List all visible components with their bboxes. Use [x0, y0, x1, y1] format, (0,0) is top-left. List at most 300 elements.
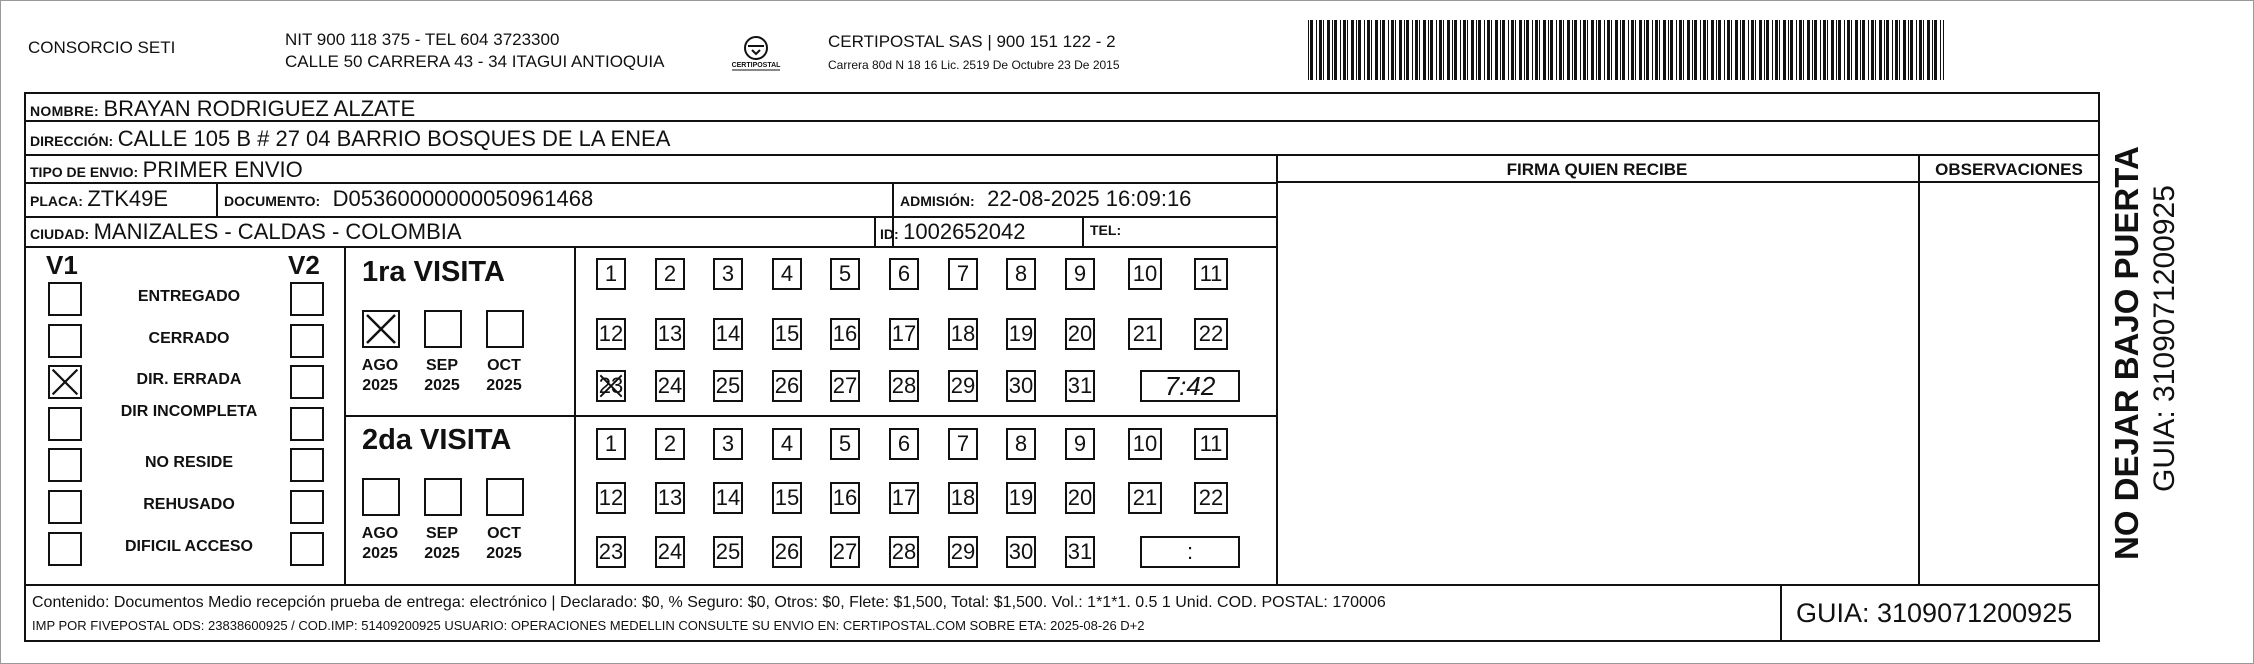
barcode-bar	[1724, 20, 1725, 80]
barcode-bar	[1556, 20, 1557, 80]
second-visit-day[interactable]	[772, 428, 802, 460]
barcode-bar	[1692, 20, 1693, 80]
first-visit-month-checkbox[interactable]	[362, 310, 400, 348]
day-number: 2	[663, 431, 677, 456]
barcode-bar	[1694, 20, 1697, 80]
second-visit-day[interactable]	[1006, 482, 1036, 514]
ciudad-label: CIUDAD:	[30, 226, 90, 242]
x-mark-icon	[598, 372, 624, 400]
month-year: 2025	[362, 545, 398, 562]
second-visit-day[interactable]	[889, 536, 919, 568]
first-visit-day[interactable]	[655, 370, 685, 402]
month-name: OCT	[487, 357, 521, 374]
barcode-bar	[1886, 20, 1889, 80]
day-number: 4	[780, 261, 794, 286]
barcode-bar	[1364, 20, 1365, 80]
barcode-bar	[1711, 20, 1714, 80]
month-year: 2025	[486, 545, 522, 562]
ciudad-value: MANIZALES - CALDAS - COLOMBIA	[93, 219, 462, 244]
barcode-bar	[1351, 20, 1354, 80]
barcode-bar	[1731, 20, 1732, 80]
barcode-bar	[1903, 20, 1906, 80]
first-visit-day[interactable]	[1065, 318, 1095, 350]
barcode-bar	[1404, 20, 1405, 80]
direccion-value: CALLE 105 B # 27 04 BARRIO BOSQUES DE LA ENEA	[117, 126, 671, 151]
month-name: SEP	[425, 525, 458, 542]
barcode-bar	[1940, 20, 1941, 80]
barcode-bar	[1563, 20, 1564, 80]
barcode-bar	[1683, 20, 1684, 80]
second-visit-day[interactable]	[1194, 482, 1228, 514]
first-visit-day[interactable]	[596, 318, 626, 350]
second-visit-month-label	[480, 524, 528, 564]
barcode-bar	[1639, 20, 1642, 80]
first-visit-day[interactable]	[1128, 258, 1162, 290]
status-option-label: DIFICIL ACCESO	[124, 538, 253, 555]
status-option-label: ENTREGADO	[137, 288, 241, 305]
day-number: 24	[657, 373, 683, 398]
second-visit-day[interactable]	[948, 428, 978, 460]
first-visit-day[interactable]	[948, 318, 978, 350]
tipo-value: PRIMER ENVIO	[142, 157, 303, 182]
second-visit-day[interactable]	[1006, 428, 1036, 460]
barcode-bar	[1755, 20, 1756, 80]
barcode-bar	[1919, 20, 1922, 80]
barcode-bar	[1583, 20, 1586, 80]
barcode-bar	[1371, 20, 1372, 80]
barcode-bar	[1923, 20, 1924, 80]
day-number: 13	[657, 321, 683, 346]
barcode-bar	[1491, 20, 1492, 80]
barcode-bar	[1635, 20, 1636, 80]
first-visit-day[interactable]	[1194, 318, 1228, 350]
day-number: 22	[1198, 485, 1224, 510]
barcode-bar	[1591, 20, 1594, 80]
second-visit-day[interactable]	[713, 536, 743, 568]
second-visit-day[interactable]	[830, 428, 860, 460]
tipo-field	[30, 157, 303, 183]
first-visit-month-checkbox[interactable]	[424, 310, 462, 348]
barcode-bar	[1399, 20, 1402, 80]
address-line: CALLE 50 CARRERA 43 - 34 ITAGUI ANTIOQUIA	[285, 52, 665, 71]
barcode-bar	[1443, 20, 1444, 80]
day-number: 23	[598, 539, 624, 564]
day-number: 10	[1132, 261, 1158, 286]
barcode-bar	[1559, 20, 1562, 80]
day-number: 15	[774, 485, 800, 510]
ciudad-field	[30, 219, 462, 245]
day-number: 18	[950, 321, 976, 346]
id-label: ID:	[880, 226, 899, 242]
day-number: 8	[1014, 431, 1028, 456]
month-name: SEP	[425, 357, 458, 374]
month-name: AGO	[361, 357, 399, 374]
first-visit-day[interactable]	[1194, 258, 1228, 290]
nombre-field	[30, 96, 415, 122]
barcode-bar	[1932, 20, 1933, 80]
first-visit-day[interactable]	[889, 258, 919, 290]
barcode-bar	[1670, 20, 1673, 80]
day-number: 26	[774, 373, 800, 398]
barcode-bar	[1460, 20, 1461, 80]
v1-checkbox[interactable]	[48, 448, 82, 482]
day-number: 13	[657, 485, 683, 510]
barcode-bar	[1646, 20, 1649, 80]
row-line	[24, 584, 2100, 586]
v2-checkbox[interactable]	[290, 282, 324, 316]
barcode-bar	[1838, 20, 1841, 80]
col-line	[1082, 216, 1084, 246]
first-visit-day[interactable]	[772, 370, 802, 402]
first-visit-day[interactable]	[713, 370, 743, 402]
barcode-bar	[1308, 20, 1309, 80]
first-visit-day[interactable]	[596, 258, 626, 290]
imp-line: IMP POR FIVEPOSTAL ODS: 23838600925 / COD.IMP: 51409200925 USUARIO: OPERACIONES MEDELLIN CONSULTE SU ENVIO EN: CERTIPOSTAL.COM SOBRE ETA: 2025-08-26 D+2	[32, 618, 1145, 633]
barcode-bar	[1764, 20, 1765, 80]
barcode-bar	[1391, 20, 1394, 80]
barcode-bar	[1332, 20, 1333, 80]
second-visit-day[interactable]	[889, 428, 919, 460]
documento-value: D05360000000050961468	[332, 186, 594, 211]
barcode-bar	[1615, 20, 1618, 80]
day-number: 10	[1132, 431, 1158, 456]
day-number: 26	[774, 539, 800, 564]
first-visit-day[interactable]	[655, 318, 685, 350]
barcode-bar	[1812, 20, 1813, 80]
barcode-bar	[1766, 20, 1769, 80]
second-visit-day[interactable]	[830, 482, 860, 514]
month-year: 2025	[424, 377, 460, 394]
v1-checkbox[interactable]	[48, 407, 82, 441]
day-number: 3	[721, 431, 735, 456]
barcode-bar	[1463, 20, 1466, 80]
barcode-bar	[1550, 20, 1553, 80]
license-line: Carrera 80d N 18 16 Lic. 2519 De Octubre 23 De 2015	[828, 58, 1120, 72]
first-visit-day[interactable]	[889, 370, 919, 402]
second-visit-day[interactable]	[948, 536, 978, 568]
barcode-bar	[1548, 20, 1549, 80]
day-number: 3	[721, 261, 735, 286]
second-visit-day[interactable]	[772, 536, 802, 568]
barcode-bar	[1316, 20, 1317, 80]
status-option-label: DIR INCOMPLETA	[120, 403, 258, 420]
first-visit-month-checkbox[interactable]	[486, 310, 524, 348]
barcode-bar	[1454, 20, 1457, 80]
barcode-bar	[1375, 20, 1378, 80]
admision-label: ADMISIÓN:	[900, 193, 975, 209]
nit-line: NIT 900 118 375 - TEL 604 3723300	[285, 30, 560, 49]
direccion-label: DIRECCIÓN:	[30, 133, 114, 149]
second-visit-day[interactable]	[1194, 428, 1228, 460]
tipo-label: TIPO DE ENVIO:	[30, 164, 139, 180]
barcode-bar	[1382, 20, 1385, 80]
barcode-bar	[1655, 20, 1658, 80]
barcode-bar	[1836, 20, 1837, 80]
barcode-bar	[1727, 20, 1730, 80]
second-visit-day[interactable]	[1128, 428, 1162, 460]
day-number: 9	[1073, 261, 1087, 286]
time-separator: :	[1186, 539, 1194, 564]
barcode-bar	[1428, 20, 1429, 80]
first-visit-day[interactable]	[830, 318, 860, 350]
barcode-bar	[1524, 20, 1525, 80]
barcode-bar	[1388, 20, 1389, 80]
barcode-bar	[1827, 20, 1828, 80]
barcode-bar	[1519, 20, 1522, 80]
day-number: 9	[1073, 431, 1087, 456]
first-visit-title: 1ra VISITA	[362, 256, 505, 288]
barcode-bar	[1668, 20, 1669, 80]
tel-label: TEL:	[1090, 222, 1122, 238]
first-visit-day[interactable]	[889, 318, 919, 350]
day-number: 5	[838, 431, 852, 456]
second-visit-day[interactable]	[1065, 482, 1095, 514]
barcode-bar	[1910, 20, 1913, 80]
barcode-bar	[1452, 20, 1453, 80]
v1-checkbox[interactable]	[48, 324, 82, 358]
day-number: 20	[1067, 321, 1093, 346]
barcode-bar	[1439, 20, 1442, 80]
v1-checkbox[interactable]	[48, 532, 82, 566]
v2-checkbox[interactable]	[290, 448, 324, 482]
first-visit-day[interactable]	[772, 318, 802, 350]
first-visit-day[interactable]	[948, 370, 978, 402]
day-number: 30	[1008, 373, 1034, 398]
day-number: 22	[1198, 321, 1224, 346]
row-line	[24, 216, 1276, 218]
day-number: 27	[832, 539, 858, 564]
barcode-bar	[1735, 20, 1738, 80]
v1-label: V1	[46, 250, 78, 280]
barcode-bar	[1539, 20, 1540, 80]
handwritten-time: 7:42	[1164, 370, 1216, 401]
second-visit-day[interactable]	[655, 536, 685, 568]
barcode-bar	[1927, 20, 1930, 80]
first-visit-day[interactable]	[1065, 370, 1095, 402]
month-year: 2025	[424, 545, 460, 562]
first-visit-day[interactable]	[596, 370, 626, 402]
second-visit-day[interactable]	[772, 482, 802, 514]
nombre-value: BRAYAN RODRIGUEZ ALZATE	[103, 96, 416, 121]
second-visit-month-checkbox[interactable]	[424, 478, 462, 516]
barcode-bar	[1567, 20, 1570, 80]
barcode-bar	[1535, 20, 1538, 80]
barcode-bar	[1327, 20, 1330, 80]
barcode-bar	[1847, 20, 1850, 80]
day-number: 16	[832, 321, 858, 346]
v1-checkbox[interactable]	[48, 365, 82, 399]
barcode-bar	[1783, 20, 1786, 80]
day-number: 31	[1067, 373, 1093, 398]
second-visit-day[interactable]	[596, 482, 626, 514]
barcode-bar	[1604, 20, 1605, 80]
v2-checkbox[interactable]	[290, 532, 324, 566]
observaciones-header: OBSERVACIONES	[1935, 160, 2083, 179]
day-number: 27	[832, 373, 858, 398]
second-visit-time-box[interactable]	[1140, 536, 1240, 568]
barcode-bar	[1598, 20, 1601, 80]
id-value: 1002652042	[903, 219, 1026, 244]
barcode-bar	[1340, 20, 1341, 80]
documento-field	[224, 186, 593, 212]
barcode-bar	[1908, 20, 1909, 80]
v2-checkbox[interactable]	[290, 365, 324, 399]
day-number: 12	[598, 321, 624, 346]
day-number: 1	[604, 431, 618, 456]
row-line	[1276, 181, 2100, 183]
barcode-bar	[1532, 20, 1533, 80]
v2-checkbox[interactable]	[290, 490, 324, 524]
barcode-bar	[1895, 20, 1898, 80]
barcode-bar	[1788, 20, 1789, 80]
v2-checkbox[interactable]	[290, 407, 324, 441]
second-visit-day[interactable]	[1006, 536, 1036, 568]
first-visit-day[interactable]	[772, 258, 802, 290]
barcode-bar	[1419, 20, 1420, 80]
barcode-bar	[1622, 20, 1625, 80]
second-visit-month-label	[418, 524, 466, 564]
day-number: 21	[1132, 321, 1158, 346]
day-number: 4	[780, 431, 794, 456]
first-visit-day[interactable]	[830, 258, 860, 290]
first-visit-day[interactable]	[948, 258, 978, 290]
second-visit-day[interactable]	[830, 536, 860, 568]
barcode-bar	[1884, 20, 1885, 80]
day-number: 24	[657, 539, 683, 564]
barcode-bar	[1511, 20, 1514, 80]
first-visit-day[interactable]	[713, 258, 743, 290]
side-warning: NO DEJAR BAJO PUERTA	[2108, 146, 2145, 560]
first-visit-day[interactable]	[655, 258, 685, 290]
nombre-label: NOMBRE:	[30, 103, 99, 119]
barcode-bar	[1700, 20, 1701, 80]
second-visit-day[interactable]	[889, 482, 919, 514]
barcode-bar	[1471, 20, 1474, 80]
barcode-bar	[1436, 20, 1437, 80]
barcode-bar	[1871, 20, 1874, 80]
day-number: 1	[604, 261, 618, 286]
day-number: 12	[598, 485, 624, 510]
barcode-bar	[1611, 20, 1612, 80]
first-visit-day[interactable]	[1065, 258, 1095, 290]
barcode-bar	[1855, 20, 1858, 80]
day-number: 28	[891, 539, 917, 564]
first-visit-time-box[interactable]	[1140, 370, 1240, 402]
barcode-bar	[1652, 20, 1653, 80]
second-visit-day[interactable]	[948, 482, 978, 514]
col-line	[1780, 584, 1782, 642]
second-visit-day[interactable]	[596, 536, 626, 568]
first-visit-day[interactable]	[1006, 258, 1036, 290]
barcode-bar	[1790, 20, 1793, 80]
barcode-bar	[1395, 20, 1396, 80]
barcode-bar	[1502, 20, 1505, 80]
barcode-bar	[1823, 20, 1826, 80]
barcode-bar	[1628, 20, 1629, 80]
second-visit-day[interactable]	[655, 428, 685, 460]
barcode-bar	[1879, 20, 1882, 80]
v1-checkbox[interactable]	[48, 282, 82, 316]
barcode-bar	[1916, 20, 1917, 80]
barcode-bar	[1676, 20, 1677, 80]
barcode-bar	[1860, 20, 1861, 80]
first-visit-day[interactable]	[713, 318, 743, 350]
barcode-bar	[1748, 20, 1749, 80]
barcode-bar	[1659, 20, 1660, 80]
barcode-bar	[1663, 20, 1666, 80]
first-visit-day[interactable]	[1006, 318, 1036, 350]
second-visit-day[interactable]	[655, 482, 685, 514]
status-option-label: CERRADO	[148, 330, 230, 347]
day-number: 29	[950, 373, 976, 398]
barcode-bar	[1899, 20, 1900, 80]
first-visit-day[interactable]	[1006, 370, 1036, 402]
v2-checkbox[interactable]	[290, 324, 324, 358]
documento-label: DOCUMENTO:	[224, 193, 321, 209]
second-visit-month-label	[356, 524, 404, 564]
day-number: 18	[950, 485, 976, 510]
first-visit-day[interactable]	[830, 370, 860, 402]
barcode-bar	[1934, 20, 1937, 80]
second-visit-day[interactable]	[1065, 428, 1095, 460]
col-line	[1918, 154, 1920, 584]
barcode-bar	[1467, 20, 1468, 80]
barcode-bar	[1487, 20, 1490, 80]
v1-checkbox[interactable]	[48, 490, 82, 524]
day-number: 7	[956, 431, 970, 456]
day-number: 11	[1199, 261, 1223, 286]
barcode-bar	[1814, 20, 1817, 80]
day-number: 11	[1199, 431, 1223, 456]
logo-text: CERTIPOSTAL	[731, 62, 781, 69]
second-visit-day[interactable]	[713, 482, 743, 514]
barcode-bar	[1775, 20, 1778, 80]
barcode-bar	[1943, 20, 1944, 80]
barcode-bar	[1820, 20, 1821, 80]
certipostal-logo	[728, 34, 784, 80]
day-number: 14	[715, 485, 741, 510]
barcode-bar	[1367, 20, 1370, 80]
visit-divider	[344, 415, 1276, 417]
barcode-bar	[1412, 20, 1413, 80]
day-number: 6	[897, 261, 911, 286]
second-visit-day[interactable]	[596, 428, 626, 460]
second-visit-day[interactable]	[1065, 536, 1095, 568]
barcode-bar	[1679, 20, 1682, 80]
second-visit-day[interactable]	[713, 428, 743, 460]
barcode-bar	[1796, 20, 1797, 80]
day-number: 7	[956, 261, 970, 286]
second-visit-month-checkbox[interactable]	[486, 478, 524, 516]
barcode-bar	[1607, 20, 1610, 80]
v2-label: V2	[288, 250, 320, 280]
second-visit-month-checkbox[interactable]	[362, 478, 400, 516]
first-visit-day[interactable]	[1128, 318, 1162, 350]
row-line	[24, 246, 1276, 248]
barcode-bar	[1807, 20, 1810, 80]
day-number: 2	[663, 261, 677, 286]
barcode-bar	[1803, 20, 1804, 80]
month-year: 2025	[362, 377, 398, 394]
col-line	[216, 182, 218, 216]
barcode-bar	[1447, 20, 1450, 80]
second-visit-day[interactable]	[1128, 482, 1162, 514]
day-number: 19	[1008, 485, 1034, 510]
day-number: 16	[832, 485, 858, 510]
day-number: 31	[1067, 539, 1093, 564]
barcode-bar	[1718, 20, 1721, 80]
barcode-bar	[1631, 20, 1634, 80]
